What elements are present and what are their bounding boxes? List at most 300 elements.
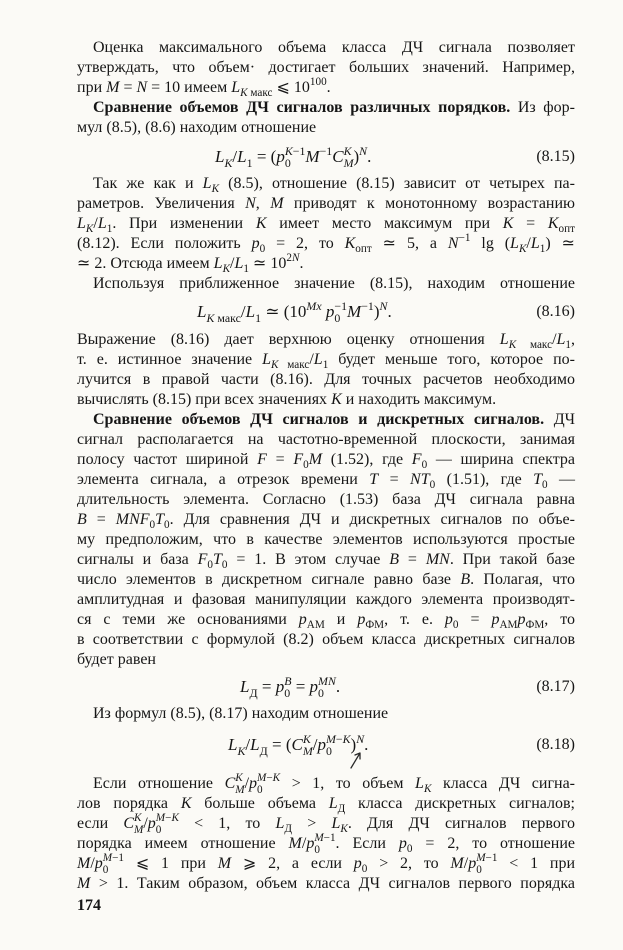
- text-line: [77, 814, 575, 834]
- math-variable: T: [533, 471, 542, 488]
- text-run: −1: [334, 298, 348, 313]
- text-run: ⩽ 1 при: [124, 855, 218, 872]
- text-run: мул (8.5), (8.6) находим отношение: [77, 119, 317, 136]
- section-heading-line: [93, 410, 575, 430]
- math-variable: p: [251, 235, 260, 252]
- text-run: сигнал располагается на частотно-временной плоскости, занимая: [77, 431, 575, 448]
- subscript: [318, 687, 336, 700]
- text-run: =: [266, 451, 294, 468]
- text-run: порядка имеем отношение: [77, 835, 289, 852]
- math-variable: p: [276, 147, 285, 166]
- text-line: [77, 390, 575, 410]
- stacked-indices: [285, 145, 306, 170]
- text-run: =: [378, 471, 411, 488]
- subscript: [303, 745, 313, 758]
- math-variable: M: [134, 823, 144, 836]
- formula-8-16: [197, 300, 392, 324]
- text-line: [93, 174, 575, 194]
- text-line: [77, 430, 575, 450]
- text-run: и находить максимум.: [341, 391, 497, 408]
- text-run: /: [244, 775, 250, 792]
- text-run: /: [309, 351, 314, 368]
- math-variable: L: [250, 735, 260, 754]
- math-variable: B: [389, 551, 400, 568]
- subscript: [255, 311, 261, 325]
- text-run: длительность элемента. Согласно (1.53) база ДЧ сигнала равна: [77, 491, 575, 508]
- text-run: /: [230, 255, 235, 272]
- text-line: [77, 194, 575, 214]
- text-run: число элементов в дискретном сигнале равно базе: [77, 571, 461, 588]
- math-variable: L: [197, 302, 207, 321]
- text-run: ≃ (10: [261, 302, 307, 321]
- math-variable: K: [255, 215, 267, 232]
- math-variable: T: [155, 511, 165, 528]
- text-line: [77, 874, 575, 894]
- superscript: [356, 732, 364, 746]
- math-variable: N: [136, 79, 148, 96]
- math-variable: K: [235, 772, 243, 785]
- text-line: [77, 234, 575, 254]
- math-variable: F: [197, 551, 208, 568]
- text-run: =: [513, 215, 548, 232]
- text-run: Д: [337, 803, 346, 816]
- math-variable: B: [77, 511, 87, 528]
- text-run: /: [526, 235, 531, 252]
- math-variable: M: [77, 875, 91, 892]
- text-run: −1: [112, 852, 125, 865]
- text-run: 100: [309, 76, 327, 89]
- text-run: 1: [243, 263, 249, 276]
- math-variable: K: [237, 743, 246, 758]
- text-run: −1: [485, 852, 498, 865]
- math-variable: L: [231, 79, 241, 96]
- math-variable: K: [302, 731, 311, 746]
- text-run: Так же как и: [93, 175, 203, 192]
- text-run: амплитудная и фазовая манипуляции каждого элемента производят-: [77, 591, 575, 608]
- math-variable: L: [215, 147, 225, 166]
- text-run: т. е. истинное значение: [77, 351, 263, 368]
- math-variable: K: [284, 143, 293, 158]
- text-run: лучится в правой части (8.16). Для точных расчетов необходимо: [77, 371, 575, 388]
- text-run: ): [373, 302, 380, 321]
- text-run: =: [399, 551, 426, 568]
- math-variable: MNF: [115, 511, 150, 528]
- math-variable: MN: [425, 551, 450, 568]
- text-run: −: [335, 731, 343, 746]
- subscript: [224, 156, 232, 170]
- bold-heading-run: Сравнение объемов ДЧ сигналов различных порядков.: [93, 99, 511, 116]
- math-variable: L: [77, 215, 86, 232]
- text-run: /: [552, 331, 557, 348]
- math-variable: K: [344, 235, 356, 252]
- text-run: (8.5), отношение (8.15) зависит от четырех па-: [219, 175, 575, 192]
- subscript: [334, 312, 347, 325]
- math-variable: C: [123, 815, 135, 832]
- math-variable: M: [347, 302, 362, 321]
- math-variable: M: [106, 79, 120, 96]
- text-line: [77, 450, 575, 470]
- math-variable: L: [262, 351, 271, 368]
- text-line: [77, 610, 575, 630]
- text-run: >: [292, 815, 332, 832]
- superscript: [459, 232, 471, 244]
- math-variable: p: [398, 835, 407, 852]
- text-run: 1: [565, 339, 572, 352]
- math-variable: K: [343, 143, 352, 158]
- text-run: 0: [542, 479, 548, 492]
- math-variable: M: [305, 147, 320, 166]
- math-variable: M: [343, 156, 354, 171]
- text-run: 2: [286, 252, 292, 265]
- text-line: [77, 510, 575, 530]
- text-run: = 1. В этом случае: [227, 551, 390, 568]
- text-run: ): [353, 147, 360, 166]
- text-run: ≃ 5, а: [371, 235, 448, 252]
- text-run: 1: [106, 223, 113, 236]
- math-variable: M: [314, 832, 324, 845]
- math-variable: Mx: [306, 298, 322, 313]
- text-run: . При изменении: [112, 215, 256, 232]
- text-run: Д: [259, 743, 268, 758]
- math-variable: L: [331, 815, 341, 832]
- text-run: /: [143, 815, 148, 832]
- text-run: =: [119, 79, 137, 96]
- text-run: /: [245, 735, 251, 754]
- text-run: ≃ 2. Отсюда имеем: [77, 255, 214, 272]
- math-variable: N: [379, 298, 388, 313]
- math-variable: K: [240, 87, 248, 100]
- subscript: [206, 311, 240, 325]
- math-variable: N: [291, 252, 300, 265]
- text-run: −1: [361, 298, 374, 313]
- text-run: . Если: [335, 835, 399, 852]
- text-run: 0: [361, 863, 368, 876]
- stacked-indices: [303, 733, 313, 758]
- text-run: опт: [355, 243, 372, 256]
- text-run: .: [335, 677, 341, 696]
- text-run: будет меньше того, которое по-: [328, 351, 576, 368]
- text-run: .: [364, 735, 369, 754]
- text-run: = 10 имеем: [147, 79, 232, 96]
- text-run: АМ: [306, 619, 325, 632]
- text-run: утверждать, что объем· достигает больших значений. Например,: [77, 59, 575, 76]
- text-run: класса дискретных сигналов;: [345, 795, 575, 812]
- math-variable: L: [328, 795, 338, 812]
- text-run: 0: [207, 559, 213, 572]
- text-run: =: [291, 677, 310, 696]
- math-variable: B: [460, 571, 471, 588]
- text-run: > 1. Таким образом, объем класса ДЧ сигналов первого порядка: [90, 875, 575, 892]
- math-variable: p: [306, 835, 315, 852]
- text-run: =: [257, 677, 276, 696]
- text-line: [93, 38, 575, 58]
- math-variable: N: [356, 731, 365, 746]
- math-variable: T: [369, 471, 379, 488]
- text-run: имеет место максимум при: [266, 215, 503, 232]
- math-variable: K: [502, 215, 514, 232]
- text-line: [77, 530, 575, 550]
- stacked-indices: [326, 733, 351, 758]
- text-run: ,: [571, 331, 576, 348]
- text-run: будет равен: [77, 651, 156, 668]
- math-variable: M: [288, 835, 302, 852]
- text-run: ⩽ 10: [272, 79, 310, 96]
- text-line: [77, 490, 575, 510]
- text-line: [93, 274, 575, 294]
- math-variable: K: [547, 215, 559, 232]
- subscript: [260, 744, 268, 758]
- text-run: Д: [249, 685, 258, 700]
- text-line: [77, 650, 575, 670]
- text-run: Используя приближенное значение (8.15), находим отношение: [93, 275, 575, 292]
- text-run: =: [458, 611, 492, 628]
- math-variable: L: [213, 255, 223, 272]
- subscript: [326, 745, 351, 758]
- text-run: > 1, то объем: [280, 775, 416, 792]
- text-run: = (: [267, 735, 292, 754]
- text-run: 0: [102, 863, 109, 876]
- text-run: АМ: [499, 619, 518, 632]
- text-run: /: [232, 147, 238, 166]
- text-run: раметров. Увеличения: [77, 195, 246, 212]
- math-variable: K: [134, 812, 142, 825]
- subscript: [237, 744, 245, 758]
- math-variable: C: [332, 147, 344, 166]
- text-run: 0: [259, 243, 266, 256]
- text-run: ≃ 10: [248, 255, 287, 272]
- math-variable: L: [275, 815, 285, 832]
- text-run: Выражение (8.16) дает верхнюю оценку отношения: [77, 331, 500, 348]
- text-run: (8.12). Если положить: [77, 235, 252, 252]
- text-run: /: [312, 735, 318, 754]
- math-variable: K: [211, 183, 220, 196]
- text-run: .: [299, 255, 304, 272]
- text-run: 0: [284, 686, 291, 701]
- text-run: −1: [319, 143, 333, 158]
- text-run: 0: [476, 863, 482, 876]
- text-run: 0: [318, 686, 324, 701]
- text-run: ФМ: [365, 619, 385, 632]
- math-variable: L: [415, 775, 424, 792]
- math-variable: NT: [410, 471, 430, 488]
- math-variable: K: [340, 823, 348, 836]
- text-line: [77, 58, 575, 78]
- equation-number: (8.15): [536, 148, 575, 165]
- math-variable: M: [302, 744, 313, 759]
- text-line: [77, 330, 575, 350]
- text-run: элемента сигнала, а отрезок времени: [77, 471, 370, 488]
- section-heading-line: [93, 98, 575, 118]
- superscript: [286, 252, 299, 264]
- text-run: −: [266, 772, 273, 785]
- text-run: класса ДЧ сигна-: [431, 775, 576, 792]
- subscript: [247, 156, 253, 170]
- text-line: [77, 350, 575, 370]
- text-run: опт: [558, 223, 575, 236]
- text-run: /: [93, 215, 98, 232]
- text-run: 1: [322, 359, 329, 372]
- pen-mark: [348, 750, 364, 770]
- math-variable: p: [468, 855, 477, 872]
- math-variable: K: [222, 263, 231, 276]
- math-variable: C: [224, 775, 236, 792]
- text-run: 0: [406, 843, 413, 856]
- text-run: лов порядка: [77, 795, 181, 812]
- math-variable: K: [272, 772, 281, 785]
- text-run: макс: [278, 359, 310, 372]
- math-variable: M: [476, 852, 486, 865]
- text-run: —: [547, 471, 575, 488]
- math-variable: p: [147, 815, 156, 832]
- math-variable: p: [298, 611, 307, 628]
- text-run: 0: [155, 823, 162, 836]
- math-variable: M: [450, 855, 464, 872]
- subscript: [344, 157, 354, 170]
- math-variable: MN: [318, 673, 336, 688]
- text-run: сигналы и база: [77, 551, 198, 568]
- math-variable: M: [308, 451, 323, 468]
- math-variable: M: [325, 731, 336, 746]
- math-variable: F: [411, 451, 422, 468]
- text-run: lg (: [470, 235, 511, 252]
- text-line: [77, 78, 575, 98]
- text-run: /: [90, 855, 95, 872]
- stacked-indices: [318, 675, 336, 700]
- text-run: . При такой базе: [449, 551, 576, 568]
- text-line: [77, 470, 575, 490]
- math-variable: L: [234, 255, 244, 272]
- text-run: −1: [458, 232, 471, 245]
- stacked-indices: [334, 300, 347, 325]
- text-line: [77, 214, 575, 234]
- formula-8-15: [215, 145, 371, 169]
- text-run: ,: [255, 195, 271, 212]
- text-run: =: [86, 511, 116, 528]
- math-variable: p: [94, 855, 103, 872]
- text-run: 0: [284, 156, 291, 171]
- math-variable: K: [331, 391, 342, 408]
- text-line: [77, 550, 575, 570]
- math-variable: L: [530, 235, 540, 252]
- text-run: при: [77, 79, 107, 96]
- text-line: [77, 794, 575, 814]
- superscript: [380, 299, 388, 313]
- text-line: [77, 854, 575, 874]
- bold-heading-run: Сравнение объемов ДЧ сигналов и дискретных сигналов.: [93, 411, 545, 428]
- text-run: 0: [314, 843, 320, 856]
- text-run: 1: [539, 243, 546, 256]
- text-line: [77, 570, 575, 590]
- text-run: −1: [323, 832, 336, 845]
- math-variable: K: [271, 359, 279, 372]
- text-run: Если отношение: [93, 775, 225, 792]
- text-run: если: [77, 815, 124, 832]
- math-variable: p: [444, 611, 453, 628]
- text-run: 1: [246, 155, 253, 170]
- text-run: ФМ: [525, 619, 545, 632]
- text-run: Из формул (8.5), (8.17) находим отношение: [93, 705, 389, 722]
- math-variable: C: [291, 735, 303, 754]
- math-variable: p: [317, 735, 326, 754]
- page-number: 174: [77, 897, 101, 914]
- text-run: . Для сравнения ДЧ и дискретных сигналов по объе-: [169, 511, 575, 528]
- equation-number: (8.18): [536, 736, 575, 753]
- math-variable: F: [293, 451, 304, 468]
- text-run: /: [301, 835, 307, 852]
- math-variable: N: [245, 195, 256, 212]
- text-run: , то: [544, 611, 576, 628]
- math-variable: p: [353, 855, 362, 872]
- math-variable: M: [102, 852, 113, 865]
- text-run: 0: [257, 783, 263, 796]
- text-run: .: [387, 302, 392, 321]
- text-line: [77, 254, 575, 274]
- math-variable: K: [518, 243, 527, 256]
- superscript: [306, 299, 321, 313]
- text-line: [77, 834, 575, 854]
- text-run: < 1 при: [497, 855, 576, 872]
- text-run: , т. е.: [384, 611, 445, 628]
- text-run: .: [326, 79, 331, 96]
- math-variable: L: [499, 331, 509, 348]
- math-variable: K: [423, 783, 432, 796]
- text-line: [77, 630, 575, 650]
- text-run: −: [165, 812, 172, 825]
- math-variable: K: [224, 155, 233, 170]
- math-variable: K: [85, 223, 94, 236]
- text-run: му предположим, что в качестве элементов используются простые: [77, 531, 575, 548]
- text-run: больше объема: [191, 795, 329, 812]
- text-run: ся с теми же основаниями: [77, 611, 299, 628]
- math-variable: L: [237, 147, 247, 166]
- text-run: макс: [214, 310, 241, 325]
- text-run: 0: [149, 519, 156, 532]
- text-run: /: [463, 855, 469, 872]
- math-variable: p: [491, 611, 500, 628]
- text-run: = 2, то: [265, 235, 345, 252]
- text-line: [77, 370, 575, 390]
- formula-8-17: [240, 675, 340, 699]
- text-line: [93, 704, 575, 724]
- math-variable: M: [257, 772, 267, 785]
- math-variable: L: [240, 677, 250, 696]
- text-line: [77, 118, 575, 138]
- superscript: [359, 144, 367, 158]
- math-variable: K: [206, 310, 215, 325]
- text-run: 0: [221, 559, 228, 572]
- text-run: ДЧ: [544, 411, 575, 428]
- text-run: приводят к монотонному возрастанию: [283, 195, 575, 212]
- superscript: [310, 76, 327, 88]
- text-run: макс: [247, 87, 273, 100]
- text-run: ): [350, 735, 357, 754]
- text-run: . Для ДЧ сигналов первого: [347, 815, 575, 832]
- math-variable: K: [508, 339, 517, 352]
- math-variable: L: [510, 235, 519, 252]
- superscript: [320, 144, 333, 158]
- math-variable: L: [202, 175, 212, 192]
- math-variable: M: [217, 855, 232, 872]
- text-run: Оценка максимального объема класса ДЧ сигнала позволяет: [93, 39, 575, 56]
- math-variable: M: [77, 855, 91, 872]
- math-variable: K: [171, 812, 179, 825]
- text-run: 0: [429, 479, 436, 492]
- stacked-indices: [344, 145, 354, 170]
- math-variable: K: [342, 731, 351, 746]
- math-variable: N: [447, 235, 459, 252]
- equation-number: (8.17): [536, 678, 575, 695]
- text-run: полосу частот шириной: [77, 451, 258, 468]
